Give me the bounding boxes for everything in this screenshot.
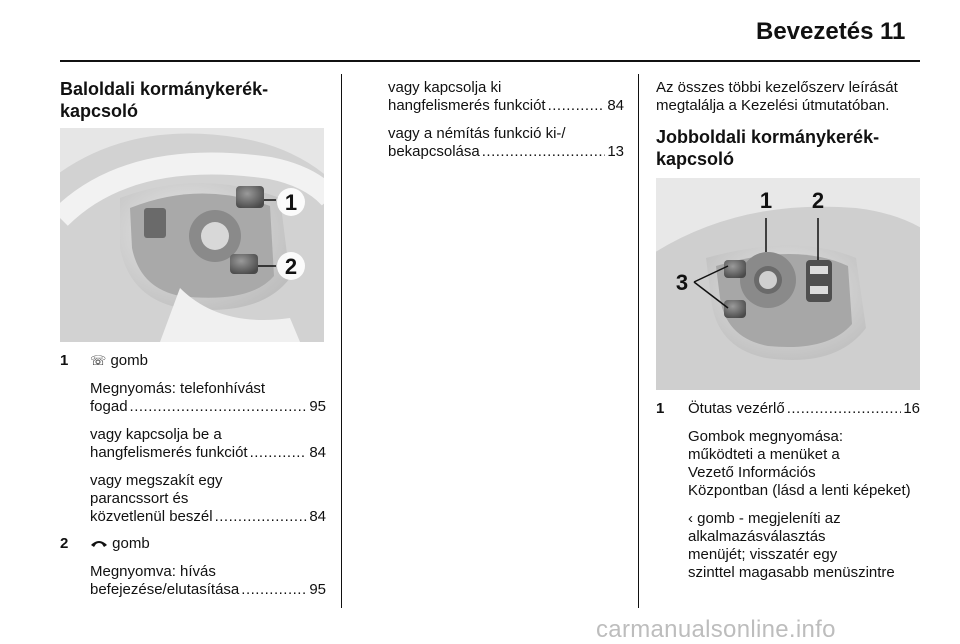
right-item-1-title: [688, 400, 920, 418]
right-heading: [656, 126, 920, 170]
right-callout-3: 3: [675, 270, 689, 295]
column-divider-left: [341, 74, 342, 608]
left-item-2: [90, 535, 326, 599]
page-ref: 16: [903, 400, 920, 417]
left-item-1-label: gomb: [110, 352, 148, 369]
right-heading-line-1: Jobboldali kormánykerék-: [656, 127, 880, 147]
left-item-1-number: 1: [60, 352, 69, 369]
middle-column: [388, 79, 624, 161]
left-item-2-title: [90, 535, 326, 553]
page-ref: 84: [309, 508, 326, 525]
page-ref: 95: [309, 581, 326, 598]
left-heading-line-2: kapcsoló: [60, 101, 139, 121]
ref-text: Ötutas vezérlő: [688, 400, 785, 417]
watermark: carmanualsonline.info: [596, 616, 836, 643]
ref-text: közvetlenül beszél: [90, 508, 213, 525]
left-heading-line-1: Baloldali kormánykerék-: [60, 79, 269, 99]
leader-dots: [482, 143, 606, 161]
right-item-1-number: 1: [656, 400, 665, 417]
right-callout-2: 2: [811, 188, 825, 213]
right-steering-illustration: [656, 178, 920, 390]
right-item-1-para2-line-2: alkalmazásválasztás: [688, 528, 826, 545]
right-item-1-para2-line-3: menüjét; visszatér egy: [688, 546, 838, 563]
left-callout-2: 2: [284, 254, 298, 279]
page-title: Bevezetés: [756, 18, 874, 45]
leader-dots: [130, 398, 308, 416]
right-item-1-para2-line-1: [688, 510, 920, 528]
middle-entry-1-ref: [388, 97, 624, 115]
right-intro-line-2: megtalálja a Kezelési útmutatóban.: [656, 97, 890, 114]
phone-call-icon: ☏: [90, 353, 107, 368]
leader-dots: [215, 508, 308, 526]
ref-text: hangfelismerés funkciót: [388, 97, 546, 114]
ref-text: fogad: [90, 398, 128, 415]
left-item-1-title: [90, 352, 326, 370]
left-item-2-entry-1-ref: [90, 581, 326, 599]
ref-text: bekapcsolása: [388, 143, 480, 160]
left-item-1-entry-3-ref: [90, 508, 326, 526]
right-item-1-para1-line-2: működteti a menüket a: [688, 446, 840, 463]
right-item-1-para1-line-3: Vezető Információs: [688, 464, 816, 481]
right-callout-1: 1: [759, 188, 773, 213]
left-item-1-entry-3-line-2: parancssort és: [90, 490, 189, 507]
page-ref: 84: [309, 444, 326, 461]
leader-dots: [241, 581, 307, 599]
left-item-1-entry-2-line: vagy kapcsolja be a: [90, 426, 222, 443]
left-item-2-number: 2: [60, 535, 69, 552]
left-item-1-entry-2-ref: [90, 444, 326, 462]
chevron-left-icon: ‹: [688, 510, 693, 527]
page-ref: 95: [309, 398, 326, 415]
leader-dots: [548, 97, 606, 115]
left-item-1-entry-1-ref: [90, 398, 326, 416]
leader-dots: [250, 444, 308, 462]
right-item-1: [688, 400, 920, 582]
page-ref: 13: [607, 143, 624, 160]
ref-text: befejezése/elutasítása: [90, 581, 240, 598]
right-item-1-para2-line-4: szinttel magasabb menüszintre: [688, 564, 895, 581]
left-steering-switch-photo: [60, 128, 324, 342]
right-item-1-para1-line-4: Központban (lásd a lenti képeket): [688, 482, 911, 499]
phone-end-icon: [90, 535, 108, 553]
leader-dots: [787, 400, 902, 418]
right-heading-line-2: kapcsoló: [656, 149, 735, 169]
page-ref: 84: [607, 97, 624, 114]
left-steering-illustration: [60, 128, 324, 342]
left-item-2-label: gomb: [112, 535, 150, 552]
left-item-1: [90, 352, 326, 526]
ref-text: hangfelismerés funkciót: [90, 444, 248, 461]
middle-entry-2-line: vagy a némítás funkció ki-/: [388, 125, 566, 142]
right-item-1-para1-line-1: Gombok megnyomása:: [688, 428, 844, 445]
left-item-2-entry-1-line: Megnyomva: hívás: [90, 563, 216, 580]
para2-text: gomb - megjeleníti az: [697, 510, 841, 527]
left-item-1-entry-3-line-1: vagy megszakít egy: [90, 472, 223, 489]
right-intro-line-1: Az összes többi kezelőszerv leírását: [656, 79, 898, 96]
right-steering-switch-photo: [656, 178, 920, 390]
header-divider: [60, 60, 920, 62]
middle-entry-1-line: vagy kapcsolja ki: [388, 79, 502, 96]
page-number: 11: [880, 18, 906, 45]
left-item-1-entry-1-line: Megnyomás: telefonhívást: [90, 380, 266, 397]
left-callout-1: 1: [284, 190, 298, 215]
column-divider-right: [638, 74, 639, 608]
right-intro: [656, 79, 920, 115]
middle-entry-2-ref: [388, 143, 624, 161]
left-heading: [60, 78, 328, 122]
